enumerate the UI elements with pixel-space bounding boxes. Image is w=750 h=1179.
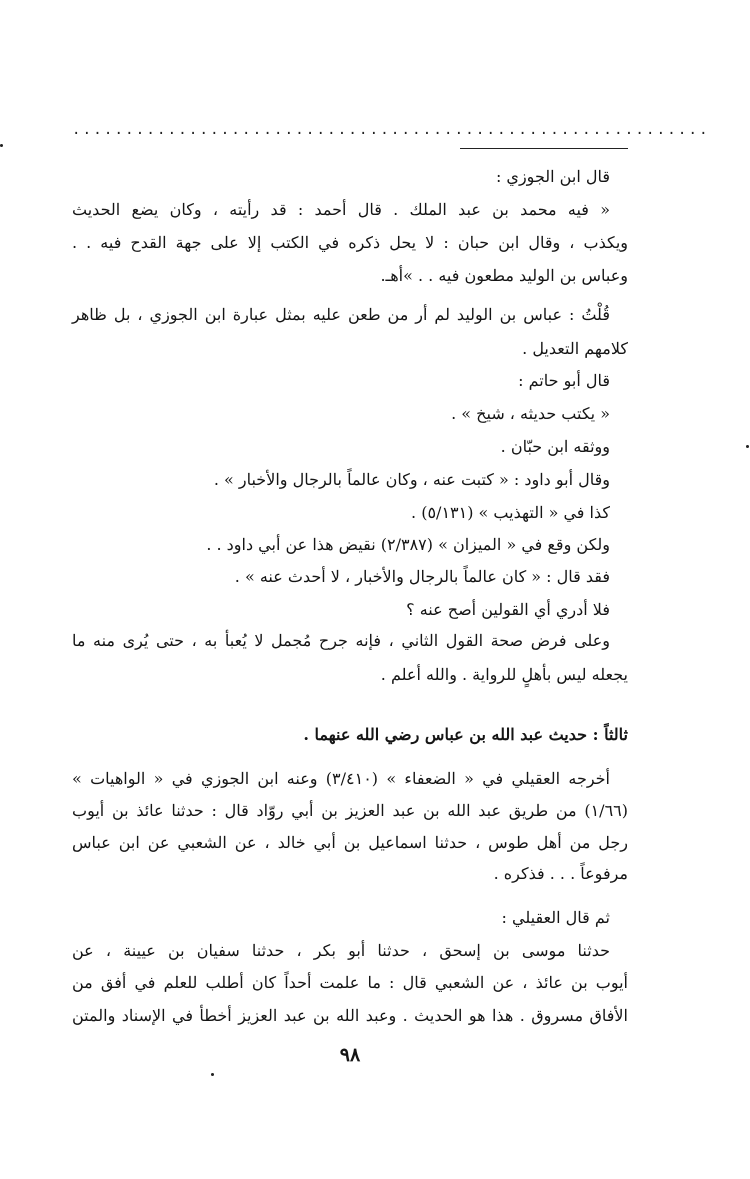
text-line: وقال أبو داود : « كتبت عنه ، وكان عالماً بالرجال والأخبار » .	[213, 470, 610, 489]
text-line: رجل من أهل طوس ، حدثنا اسماعيل بن أبي خالد ، عن الشعبي عن ابن عباس	[72, 833, 628, 852]
text-line: ولكن وقع في « الميزان » (٢/٣٨٧) نقيض هذا عن أبي داود . .	[206, 535, 610, 554]
text-line: كلامهم التعديل .	[522, 339, 628, 358]
text-line: وعلى فرض صحة القول الثاني ، فإنه جرح مُجمل لا يُعبأ به ، حتى يُرى منه ما	[72, 631, 610, 650]
text-line: وعباس بن الوليد مطعون فيه . . »أهـ.	[380, 266, 628, 285]
text-line: فقد قال : « كان عالماً بالرجال والأخبار ، لا أحدث عنه » .	[234, 567, 610, 586]
text-line: فلا أدري أي القولين أصح عنه ؟	[406, 600, 610, 619]
text-line: ووثقه ابن حبّان .	[500, 437, 610, 456]
footnote-dotted-separator: ............................................................	[72, 122, 710, 138]
text-line: « فيه محمد بن عبد الملك . قال أحمد : قد رأيته ، وكان يضع الحديث	[72, 200, 610, 219]
text-line: حدثنا موسى بن إسحق ، حدثنا أبو بكر ، حدثنا سفيان بن عيينة ، عن	[72, 941, 611, 960]
footnote-rule	[460, 148, 628, 149]
section-heading: ثالثاً : حديث عبد الله بن عباس رضي الله عنهما .	[303, 725, 628, 744]
scan-speck	[0, 144, 3, 147]
scan-speck	[746, 445, 749, 448]
text-line: ويكذب ، وقال ابن حبان : لا يحل ذكره في الكتب إلا على جهة القدح فيه . .	[72, 233, 628, 252]
book-page	[72, 0, 710, 1179]
text-line: قُلْتُ : عباس بن الوليد لم أر من طعن عليه بمثل عبارة ابن الجوزي ، بل ظاهر	[72, 305, 610, 324]
text-line: (١/٦٦) من طريق عبد الله بن عبد العزيز بن أبي روّاد قال : حدثنا عائذ بن أيوب	[72, 801, 628, 820]
text-line: كذا في « التهذيب » (٥/١٣١) .	[411, 503, 610, 522]
text-line: أيوب بن عائذ ، عن الشعبي قال : ما علمت أحداً كان أطلب للعلم في أفق من	[72, 973, 628, 992]
text-line: الأفاق مسروق . هذا هو الحديث . وعبد الله بن عبد العزيز أخطأ في الإسناد والمتن	[72, 1006, 628, 1025]
page-number: ٩٨	[339, 1044, 361, 1066]
text-line: ثم قال العقيلي :	[501, 908, 610, 927]
text-line: يجعله ليس بأهلٍ للرواية . والله أعلم .	[380, 665, 628, 684]
text-line: « يكتب حديثه ، شيخ » .	[451, 404, 610, 423]
scan-speck	[211, 1073, 214, 1076]
text-line: أخرجه العقيلي في « الضعفاء » (٣/٤١٠) وعنه ابن الجوزي في « الواهيات »	[72, 769, 611, 788]
text-line: قال ابن الجوزي :	[495, 167, 610, 186]
text-line: مرفوعاً . . . فذكره .	[493, 864, 628, 883]
text-line: قال أبو حاتم :	[518, 371, 610, 390]
